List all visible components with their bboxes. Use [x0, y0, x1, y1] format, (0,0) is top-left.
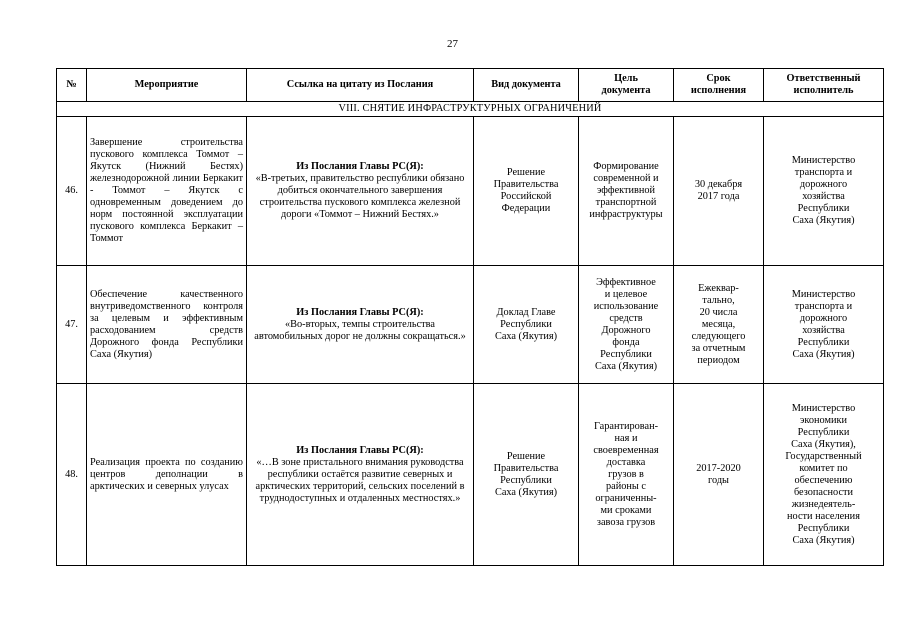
row-goal: Эффективное и целевое использование средств Дорожного фонда Республики Саха (Якутия)	[579, 266, 674, 384]
quote-heading: Из Послания Главы РС(Я):	[296, 161, 424, 172]
table-row	[57, 117, 884, 266]
header-responsible: Ответственный исполнитель	[764, 69, 884, 102]
header-goal: Цель документа	[579, 69, 674, 102]
header-doc-type: Вид документа	[474, 69, 579, 102]
row-event: Реализация проекта по созданию центров деполнации в арктических и северных улусах	[87, 384, 247, 566]
header-quote: Ссылка на цитату из Послания	[247, 69, 474, 102]
header-num: №	[57, 69, 87, 102]
quote-text: «…В зоне пристального внимания руководства республики остаётся развитие северных и арктических территорий, сельских поселений в труднодоступных и отдаленных местностях.»	[255, 456, 465, 504]
row-quote	[247, 266, 474, 384]
row-num: 47.	[57, 266, 87, 384]
row-goal: Гарантирован- ная и своевременная доставка грузов в районы с ограниченны- ми сроками завоза грузов	[579, 384, 674, 566]
quote-heading: Из Послания Главы РС(Я):	[296, 444, 424, 456]
row-quote	[247, 117, 474, 266]
row-responsible: Министерство транспорта и дорожного хозяйства Республики Саха (Якутия)	[764, 117, 884, 266]
row-deadline: Ежеквар- тально, 20 числа месяца, следующего за отчетным периодом	[674, 266, 764, 384]
quote-text: «В-третьих, правительство республики обязано добиться окончательного завершения строительства пускового комплекса железной дороги «Томмот – Нижний Бестях.»	[255, 173, 465, 220]
table-row	[57, 384, 884, 566]
header-event: Мероприятие	[87, 69, 247, 102]
header-deadline: Срок исполнения	[674, 69, 764, 102]
row-quote	[247, 384, 474, 566]
row-num: 46.	[57, 117, 87, 266]
quote-text: «Во-вторых, темпы строительства автомобильных дорог не должны сокращаться.»	[254, 318, 466, 342]
table-row	[57, 266, 884, 384]
row-doc-type: Доклад Главе Республики Саха (Якутия)	[474, 266, 579, 384]
row-event: Завершение строительства пускового комплекса Томмот – Якутск (Нижний Бестях) железнодорожной линии Беркакит - Томмот – Якутск с одновременным доведением до норм постоянной эксплуатации пускового комплекса Беркакит – Томмот	[87, 117, 247, 266]
row-goal: Формирование современной и эффективной транспортной инфраструктуры	[579, 117, 674, 266]
row-num: 48.	[57, 384, 87, 566]
section-row	[57, 102, 884, 117]
row-responsible: Министерство транспорта и дорожного хозяйства Республики Саха (Якутия)	[764, 266, 884, 384]
row-deadline: 2017-2020 годы	[674, 384, 764, 566]
row-deadline: 30 декабря 2017 года	[674, 117, 764, 266]
row-responsible: Министерство экономики Республики Саха (Якутия), Государственный комитет по обеспечению безопасности жизнедеятель- ности населения Республики Саха (Якутия)	[764, 384, 884, 566]
header-row	[57, 69, 884, 102]
section-title: VIII. СНЯТИЕ ИНФРАСТРУКТУРНЫХ ОГРАНИЧЕНИЙ	[57, 102, 884, 117]
action-plan-table	[56, 68, 884, 566]
row-doc-type: Решение Правительства Республики Саха (Якутия)	[474, 384, 579, 566]
page-number: 27	[447, 38, 458, 50]
row-doc-type: Решение Правительства Российской Федерации	[474, 117, 579, 266]
quote-heading: Из Послания Главы РС(Я):	[296, 306, 424, 318]
row-event: Обеспечение качественного внутриведомственного контроля за целевым и эффективным расходованием средств Дорожного фонда Республики Саха (Якутия)	[87, 266, 247, 384]
